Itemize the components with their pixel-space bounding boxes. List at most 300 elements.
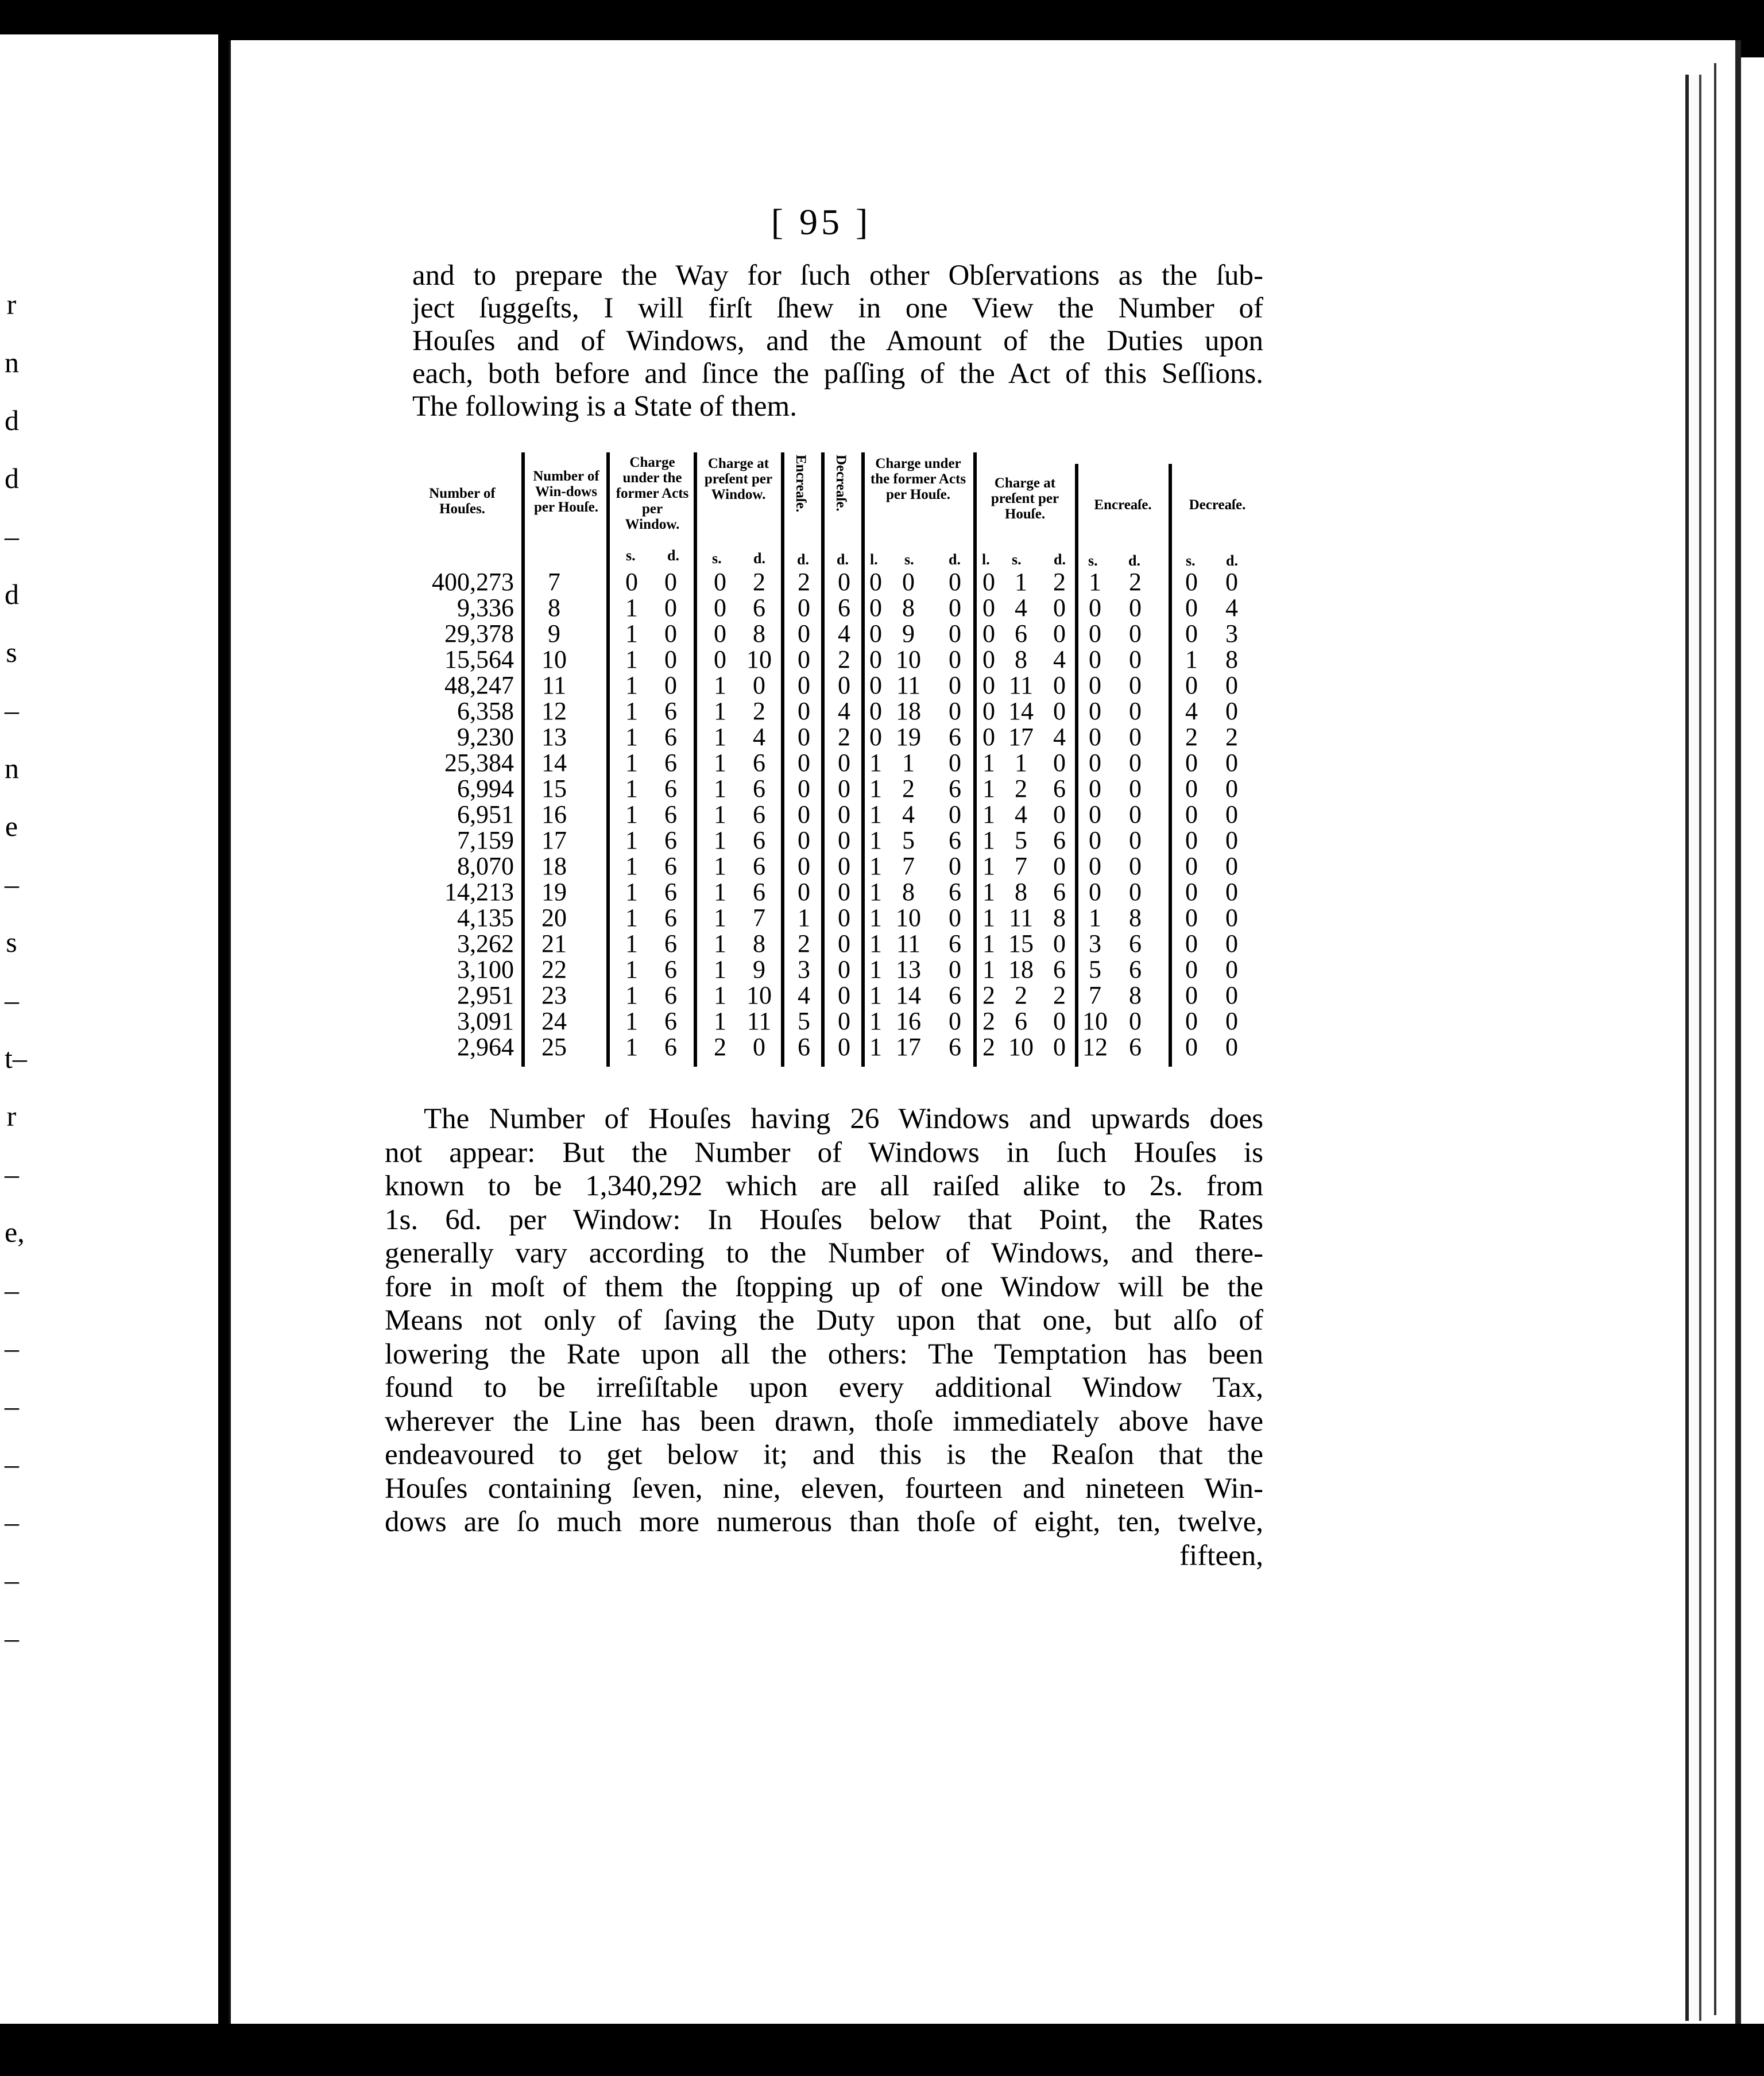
unit-label: d. [1054,551,1066,568]
cell-is: 3 [1089,929,1101,958]
cell-hs: 8 [902,594,915,622]
table-row [402,751,1263,775]
cell-fd: 6 [664,904,677,932]
cell-hs: 17 [896,1033,921,1061]
cell-is: 5 [1089,955,1101,983]
cell-is: 0 [1089,749,1101,777]
cell-ps2: 11 [1008,904,1034,932]
cell-ps: 1 [714,929,726,958]
cell-hl: 0 [869,619,882,648]
cell-hd: 0 [949,594,961,622]
cell-hd: 0 [949,1007,961,1035]
cell-ps2: 6 [1015,1007,1027,1035]
cell-fd: 6 [664,697,677,725]
cell-pd: 8 [753,619,765,648]
cell-pd: 8 [753,929,765,958]
cell-windows: 12 [541,697,567,725]
cell-pd2: 2 [1053,981,1066,1009]
cell-windows: 7 [548,568,560,596]
cell-ds: 0 [1185,568,1198,596]
unit-label: s. [904,551,914,568]
cell-ds: 0 [1185,826,1198,854]
cell-pd2: 0 [1053,1033,1066,1061]
table-row [402,828,1263,853]
page-edge [1685,75,1701,2021]
cell-inc: 4 [798,981,810,1009]
cell-hl: 1 [869,852,882,880]
cell-fd: 6 [664,749,677,777]
cell-dec: 0 [838,749,850,777]
table-row [402,880,1263,904]
text-line: dows are ſo much more numerous than thoſe of eight, ten, twelve, [385,1506,1263,1538]
cell-hs: 16 [896,1007,921,1035]
cell-pl: 0 [982,723,995,751]
cell-dec: 0 [838,1007,850,1035]
cell-pd: 0 [753,671,765,699]
cell-inc: 0 [798,878,810,906]
cell-dd: 0 [1225,929,1238,958]
cell-is: 1 [1089,904,1101,932]
cell-id: 8 [1129,904,1142,932]
cell-hd: 0 [949,697,961,725]
cell-inc: 2 [798,929,810,958]
text-line: 1s. 6d. per Window: In Houſes below that Point, the Rates [385,1203,1263,1236]
cell-id: 0 [1129,749,1142,777]
cell-hd: 0 [949,568,961,596]
cell-hd: 0 [949,671,961,699]
text-line: and to prepare the Way for ſuch other Obſervations as the ſub- [412,260,1263,292]
cell-dd: 4 [1225,594,1238,622]
unit-label: d. [1128,552,1140,569]
margin-mark: – [5,520,19,552]
margin-mark: – [5,1274,19,1306]
table-row [402,906,1263,930]
cell-pd2: 4 [1053,723,1066,751]
cell-fd: 6 [664,826,677,854]
cell-hs: 8 [902,878,915,906]
cell-dd: 0 [1225,904,1238,932]
cell-hd: 0 [949,619,961,648]
cell-inc: 0 [798,697,810,725]
cell-ds: 0 [1185,1033,1198,1061]
unit-label: d. [1226,552,1238,569]
cell-pd: 6 [753,878,765,906]
cell-ps: 1 [714,1007,726,1035]
text-line: endeavoured to get below it; and this is the Reaſon that the [385,1439,1263,1471]
cell-hs: 4 [902,800,915,828]
cell-ps: 2 [714,1033,726,1061]
cell-ds: 0 [1185,594,1198,622]
body-paragraph [385,1102,1263,1573]
cell-dec: 0 [838,904,850,932]
cell-id: 0 [1129,594,1142,622]
cell-ds: 0 [1185,671,1198,699]
text-line: Houſes containing ſeven, nine, eleven, fourteen and nineteen Win- [385,1472,1263,1505]
unit-label: s. [1088,552,1098,569]
cell-pl: 0 [982,671,995,699]
unit-label: s. [626,547,636,564]
cell-windows: 19 [541,878,567,906]
cell-ps2: 1 [1015,749,1027,777]
cell-ps2: 17 [1008,723,1034,751]
margin-mark: – [5,868,19,900]
cell-hl: 1 [869,904,882,932]
cell-pd2: 0 [1053,749,1066,777]
cell-pl: 0 [982,619,995,648]
margin-mark: – [5,984,19,1016]
cell-pl: 1 [982,929,995,958]
cell-inc: 0 [798,774,810,803]
cell-dec: 4 [838,697,850,725]
cell-windows: 14 [541,749,567,777]
cell-hd: 0 [949,645,961,673]
facing-page [0,34,222,2024]
cell-pd: 9 [753,955,765,983]
cell-id: 0 [1129,671,1142,699]
header-charge-former-house: Charge under the former Acts per Houſe. [870,456,966,502]
page-edge-outer [1714,63,1723,2015]
cell-pd2: 0 [1053,594,1066,622]
cell-hs: 7 [902,852,915,880]
cell-pd: 6 [753,774,765,803]
margin-mark: e, [5,1216,25,1248]
cell-fd: 0 [664,594,677,622]
cell-fs: 1 [625,697,638,725]
cell-ps: 1 [714,981,726,1009]
header-increase-house: Encreaſe. [1094,497,1152,513]
cell-ps: 1 [714,723,726,751]
margin-mark: n [5,346,19,378]
cell-pd: 6 [753,749,765,777]
cell-dd: 0 [1225,878,1238,906]
cell-id: 6 [1129,1033,1142,1061]
cell-pd: 0 [753,1033,765,1061]
cell-id: 0 [1129,826,1142,854]
cell-ds: 0 [1185,981,1198,1009]
cell-is: 0 [1089,774,1101,803]
cell-houses: 9,230 [457,723,514,751]
cell-is: 0 [1089,645,1101,673]
cell-pd: 4 [753,723,765,751]
table-row [402,725,1263,749]
cell-id: 0 [1129,723,1142,751]
cell-pd: 6 [753,826,765,854]
table-row [402,774,1263,803]
cell-hd: 6 [949,981,961,1009]
cell-fs: 1 [625,645,638,673]
cell-pd2: 0 [1053,852,1066,880]
cell-houses: 400,273 [432,568,514,596]
cell-ps2: 4 [1015,800,1027,828]
cell-fd: 6 [664,878,677,906]
cell-fs: 1 [625,929,638,958]
cell-fd: 6 [664,800,677,828]
cell-windows: 18 [541,852,567,880]
margin-mark: e [5,810,18,842]
cell-hd: 6 [949,878,961,906]
cell-pl: 0 [982,568,995,596]
cell-pd: 11 [746,1007,772,1035]
cell-id: 0 [1129,1007,1142,1035]
cell-is: 0 [1089,852,1101,880]
cell-pl: 1 [982,749,995,777]
cell-houses: 6,358 [457,697,514,725]
cell-houses: 29,378 [444,619,514,648]
cell-pl: 0 [982,645,995,673]
cell-ps: 0 [714,645,726,673]
cell-pl: 0 [982,697,995,725]
cell-pd: 2 [753,697,765,725]
unit-label: d. [837,551,849,568]
cell-ps: 1 [714,878,726,906]
text-line: ject ſuggeſts, I will firſt ſhew in one View the Number of [412,292,1263,324]
cell-hs: 14 [896,981,921,1009]
cell-houses: 15,564 [444,645,514,673]
cell-is: 0 [1089,878,1101,906]
unit-label: d. [753,550,765,567]
header-charge-former-window: Charge under the former Acts per Window. [616,455,689,532]
cell-pd: 2 [753,568,765,596]
cell-ps: 1 [714,904,726,932]
cell-ds: 4 [1185,697,1198,725]
cell-inc: 0 [798,826,810,854]
cell-is: 12 [1082,1033,1108,1061]
cell-ps2: 4 [1015,594,1027,622]
cell-dec: 2 [838,723,850,751]
cell-inc: 0 [798,645,810,673]
cell-pd2: 2 [1053,568,1066,596]
margin-mark: s [6,636,17,668]
cell-dec: 0 [838,929,850,958]
unit-label: d. [949,551,961,568]
cell-hs: 11 [896,929,921,958]
cell-fs: 1 [625,878,638,906]
cell-pl: 1 [982,955,995,983]
text-line: known to be 1,340,292 which are all raiſed alike to 2s. from [385,1170,1263,1202]
cell-dec: 0 [838,800,850,828]
cell-fs: 1 [625,619,638,648]
cell-houses: 3,262 [457,929,514,958]
cell-id: 8 [1129,981,1142,1009]
cell-fd: 6 [664,723,677,751]
margin-mark: d [5,462,19,494]
cell-fd: 0 [664,671,677,699]
cell-ps: 1 [714,955,726,983]
cell-dd: 0 [1225,852,1238,880]
cell-ds: 0 [1185,619,1198,648]
cell-hl: 0 [869,697,882,725]
table-row [402,800,1263,828]
table-row [402,570,1263,594]
cell-dd: 8 [1225,645,1238,673]
cell-windows: 8 [548,594,560,622]
cell-pl: 1 [982,774,995,803]
cell-pl: 1 [982,826,995,854]
cell-pd: 6 [753,852,765,880]
header-windows: Number of Win-dows per Houſe. [533,468,599,515]
cell-inc: 0 [798,594,810,622]
cell-ps: 0 [714,594,726,622]
cell-dd: 0 [1225,774,1238,803]
cell-dd: 2 [1225,723,1238,751]
text-line: found to be irreſiſtable upon every additional Window Tax, [385,1372,1263,1404]
cell-pd: 6 [753,800,765,828]
cell-pl: 1 [982,800,995,828]
header-charge-present-house: Charge at preſent per Houſe. [991,475,1059,522]
cell-pd2: 0 [1053,929,1066,958]
cell-fs: 1 [625,904,638,932]
cell-ps2: 1 [1015,568,1027,596]
cell-pl: 2 [982,1033,995,1061]
unit-label: s. [1186,552,1196,569]
cell-id: 6 [1129,955,1142,983]
table-row [402,1035,1263,1059]
cell-hl: 1 [869,981,882,1009]
text-line: generally vary according to the Number of Windows, and there- [385,1237,1263,1269]
cell-hs: 9 [902,619,915,648]
cell-pl: 1 [982,852,995,880]
cell-ps2: 10 [1008,1033,1034,1061]
cell-dd: 0 [1225,671,1238,699]
cell-is: 10 [1082,1007,1108,1035]
margin-mark: d [5,404,19,436]
cell-hd: 6 [949,929,961,958]
header-decrease-window: Decreaſe. [833,455,849,512]
cell-windows: 23 [541,981,567,1009]
cell-pl: 1 [982,904,995,932]
cell-pd2: 6 [1053,878,1066,906]
cell-ds: 0 [1185,878,1198,906]
cell-fs: 1 [625,749,638,777]
cell-ps2: 11 [1008,671,1034,699]
cell-pd2: 6 [1053,774,1066,803]
cell-hd: 6 [949,1033,961,1061]
cell-windows: 21 [541,929,567,958]
cell-inc: 1 [798,904,810,932]
cell-windows: 22 [541,955,567,983]
cell-fs: 1 [625,671,638,699]
cell-windows: 24 [541,1007,567,1035]
cell-ps2: 2 [1015,981,1027,1009]
cell-ps2: 15 [1008,929,1034,958]
cell-pd2: 0 [1053,671,1066,699]
cell-inc: 2 [798,568,810,596]
cell-dec: 4 [838,619,850,648]
cell-houses: 9,336 [457,594,514,622]
cell-ps: 1 [714,826,726,854]
cell-hl: 1 [869,826,882,854]
cell-ps: 1 [714,671,726,699]
margin-mark: r [6,1100,17,1132]
intro-paragraph [412,260,1263,423]
cell-dec: 0 [838,774,850,803]
cell-houses: 14,213 [444,878,514,906]
cell-dd: 0 [1225,1007,1238,1035]
cell-pd2: 8 [1053,904,1066,932]
cell-hl: 0 [869,671,882,699]
page-number: [ 95 ] [771,202,872,242]
cell-hl: 0 [869,645,882,673]
cell-is: 7 [1089,981,1101,1009]
cell-hs: 10 [896,904,921,932]
cell-houses: 3,100 [457,955,514,983]
cell-ds: 0 [1185,929,1198,958]
cell-hs: 1 [902,749,915,777]
cell-dec: 6 [838,594,850,622]
cell-fd: 0 [664,568,677,596]
cell-fd: 6 [664,852,677,880]
cell-hl: 1 [869,929,882,958]
margin-mark: – [5,694,19,726]
table-row [402,673,1263,698]
margin-mark: – [5,1564,19,1596]
cell-fs: 1 [625,1033,638,1061]
cell-inc: 3 [798,955,810,983]
text-line: each, both before and ſince the paſſing of the Act of this Seſſions. [412,358,1263,390]
cell-dec: 0 [838,671,850,699]
cell-fs: 1 [625,800,638,828]
cell-hd: 0 [949,955,961,983]
cell-ps2: 2 [1015,774,1027,803]
cell-fd: 6 [664,955,677,983]
cell-hd: 0 [949,852,961,880]
cell-windows: 9 [548,619,560,648]
cell-ds: 0 [1185,800,1198,828]
cell-ps: 0 [714,619,726,648]
cell-dec: 0 [838,568,850,596]
cell-hl: 1 [869,774,882,803]
cell-is: 0 [1089,697,1101,725]
cell-dec: 0 [838,852,850,880]
text-line: fore in moſt of them the ſtopping up of one Window will be the [385,1271,1263,1303]
cell-hs: 13 [896,955,921,983]
cell-ps: 1 [714,800,726,828]
margin-mark: r [6,288,17,320]
cell-dd: 0 [1225,1033,1238,1061]
cell-hs: 18 [896,697,921,725]
margin-mark: d [5,578,19,610]
text-line: Means not only of ſaving the Duty upon that one, but alſo of [385,1304,1263,1337]
text-line: Houſes and of Windows, and the Amount of the Duties upon [412,325,1263,357]
cell-hs: 10 [896,645,921,673]
cell-inc: 5 [798,1007,810,1035]
cell-inc: 0 [798,749,810,777]
cell-id: 0 [1129,645,1142,673]
cell-id: 0 [1129,774,1142,803]
cell-fd: 0 [664,645,677,673]
cell-pd2: 6 [1053,826,1066,854]
cell-dd: 0 [1225,697,1238,725]
cell-hl: 1 [869,800,882,828]
cell-windows: 15 [541,774,567,803]
cell-inc: 6 [798,1033,810,1061]
cell-ps: 1 [714,697,726,725]
cell-id: 2 [1129,568,1142,596]
cell-houses: 6,994 [457,774,514,803]
text-line: not appear: But the Number of Windows in ſuch Houſes is [385,1136,1263,1169]
table-row [402,699,1263,723]
text-line: lowering the Rate upon all the others: The Temptation has been [385,1338,1263,1370]
cell-fs: 1 [625,774,638,803]
cell-hs: 11 [896,671,921,699]
unit-label: s. [1012,551,1022,568]
cell-inc: 0 [798,800,810,828]
cell-id: 0 [1129,878,1142,906]
cell-hd: 6 [949,774,961,803]
cell-ps2: 18 [1008,955,1034,983]
cell-dd: 3 [1225,619,1238,648]
cell-houses: 8,070 [457,852,514,880]
